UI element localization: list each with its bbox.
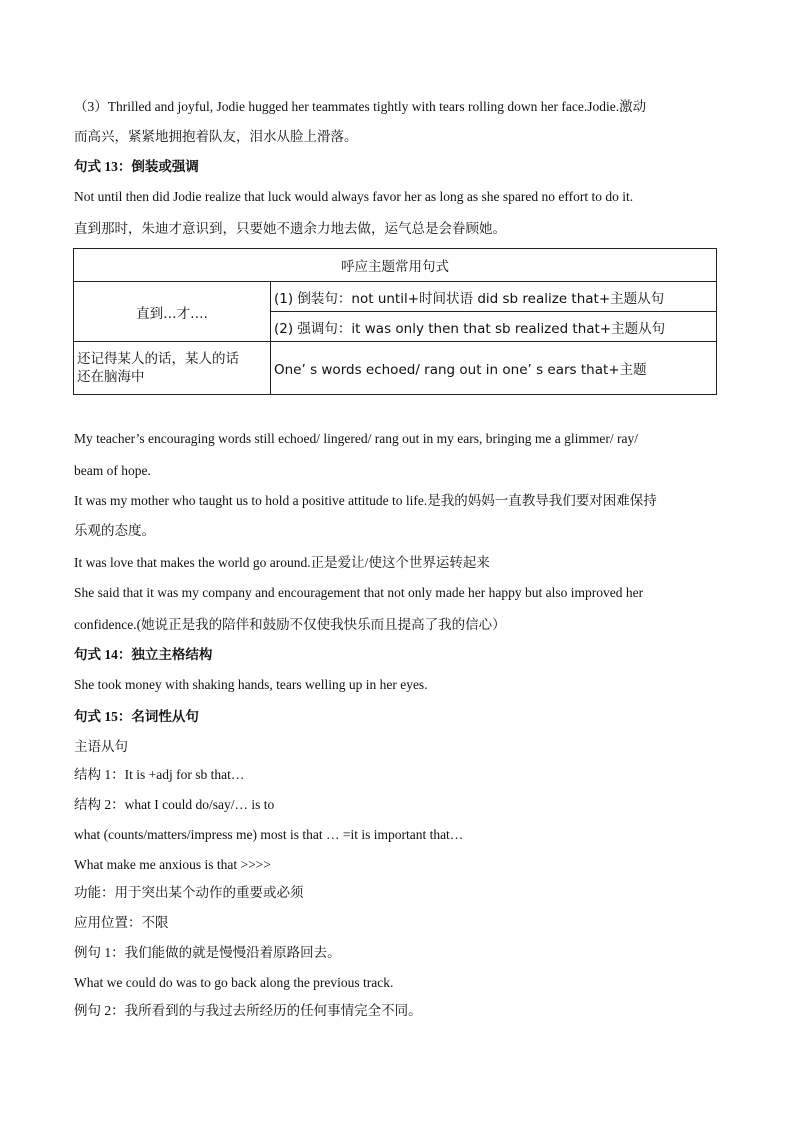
- list-line: 功能：用于突出某个动作的重要或必须: [74, 885, 304, 900]
- table-cell-text: 还在脑海中: [77, 369, 145, 385]
- table-header: 呼应主题常用句式: [74, 249, 717, 282]
- paragraph-line: 而高兴，紧紧地拥抱着队友，泪水从脸上滑落。: [74, 129, 358, 144]
- table-cell-inversion: (1) 倒装句：not until+时间状语 did sb realize that+主题从句: [271, 282, 717, 312]
- table-cell-emphasis: (2) 强调句：it was only then that sb realized that+主题从句: [271, 312, 717, 342]
- list-line: 结构 1：It is +adj for sb that…: [74, 767, 245, 782]
- paragraph-line: beam of hope.: [74, 463, 151, 478]
- example-sentence-en: Not until then did Jodie realize that luck would always favor her as long as she spared no effort to do it.: [74, 189, 634, 204]
- paragraph-line: It was my mother who taught us to hold a positive attitude to life.是我的妈妈一直教导我们要对困难保持: [74, 493, 657, 508]
- table-cell-echoed: One’ s words echoed/ rang out in one’ s ears that+主题: [271, 342, 717, 395]
- list-line: 主语从句: [74, 739, 128, 754]
- table-cell-until: 直到…才….: [74, 282, 271, 342]
- table-cell-text: 还记得某人的话，某人的话: [77, 351, 239, 367]
- list-line: 例句 1：我们能做的就是慢慢沿着原路回去。: [74, 945, 341, 960]
- paragraph-line: （3）Thrilled and joyful, Jodie hugged her teammates tightly with tears rolling down her face.Jodie.激动: [74, 99, 647, 114]
- example-sentence-en: She took money with shaking hands, tears welling up in her eyes.: [74, 677, 428, 692]
- list-line: 例句 2：我所看到的与我过去所经历的任何事情完全不同。: [74, 1003, 422, 1018]
- list-line: 应用位置：不限: [74, 915, 169, 930]
- list-line: 结构 2：what I could do/say/… is to: [74, 797, 275, 812]
- section-heading-14: 句式 14：独立主格结构: [74, 647, 213, 662]
- section-heading-13: 句式 13：倒装或强调: [74, 159, 199, 174]
- section-heading-15: 句式 15：名词性从句: [74, 709, 199, 724]
- list-line: what (counts/matters/impress me) most is that … =it is important that…: [74, 827, 464, 842]
- list-line: What make me anxious is that >>>>: [74, 857, 271, 872]
- example-sentence-zh: 直到那时，朱迪才意识到，只要她不遗余力地去做，运气总是会眷顾她。: [74, 221, 506, 236]
- paragraph-line: 乐观的态度。: [74, 523, 155, 538]
- paragraph-line: It was love that makes the world go around.正是爱让/使这个世界运转起来: [74, 555, 490, 570]
- table-cell-remember: [74, 342, 271, 395]
- pattern-table: [73, 248, 717, 395]
- paragraph-line: confidence.(她说正是我的陪伴和鼓励不仅使我快乐而且提高了我的信心）: [74, 617, 506, 632]
- list-line: What we could do was to go back along the previous track.: [74, 975, 394, 990]
- paragraph-line: My teacher’s encouraging words still echoed/ lingered/ rang out in my ears, bringing me a glimmer/ ray/: [74, 431, 638, 446]
- paragraph-line: She said that it was my company and encouragement that not only made her happy but also improved her: [74, 585, 644, 600]
